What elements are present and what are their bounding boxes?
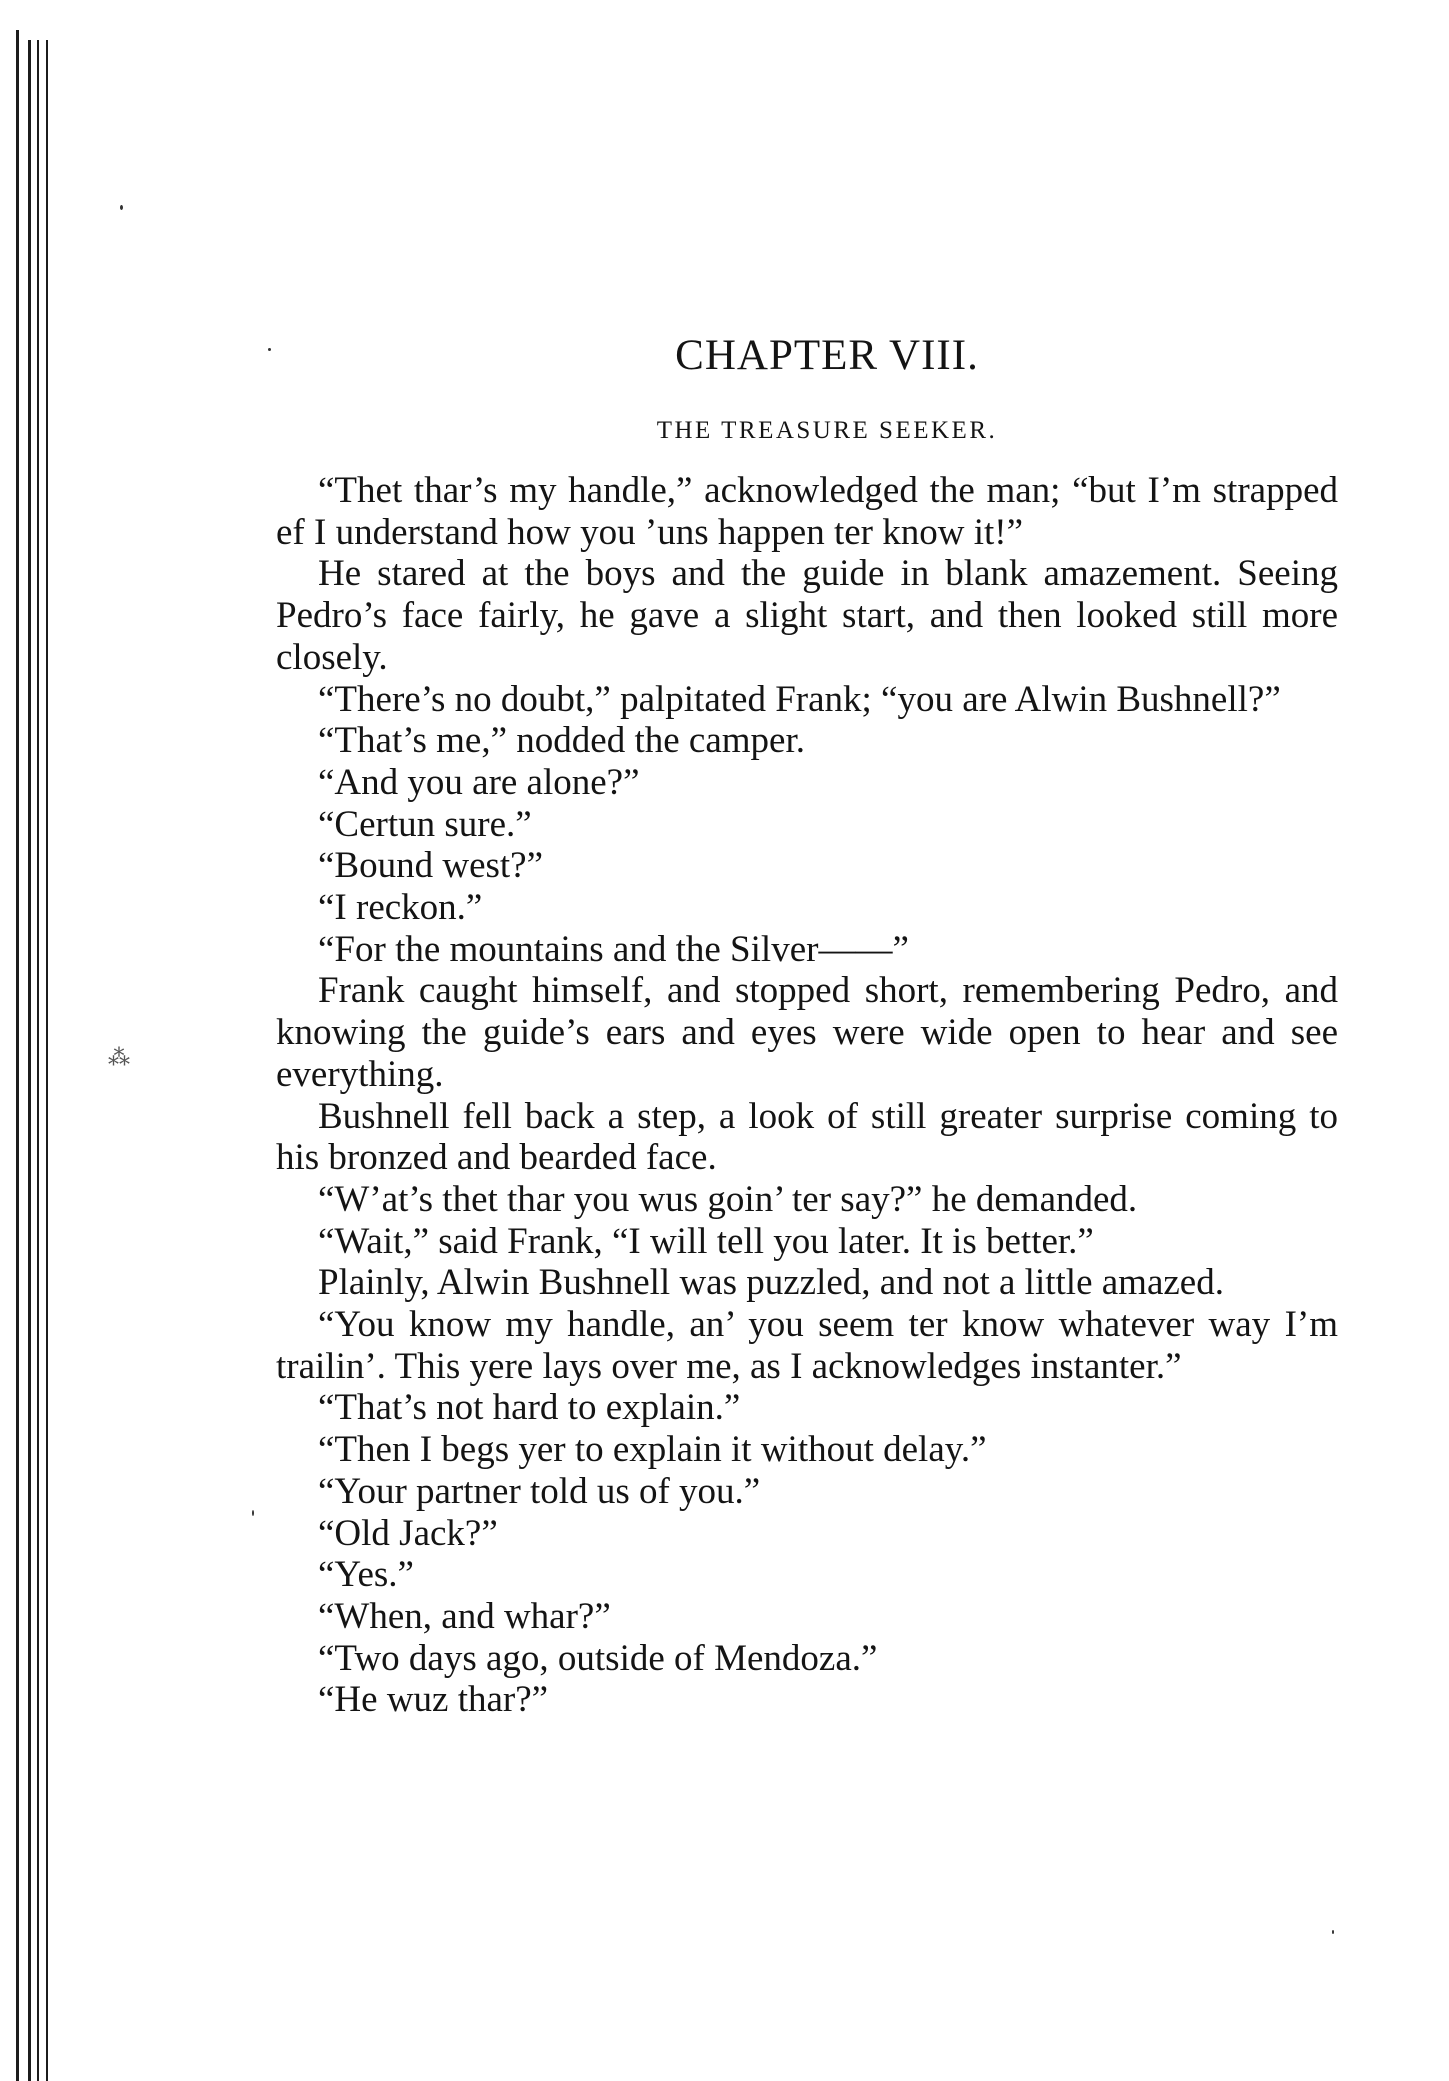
binding-edge-line xyxy=(28,40,31,2081)
paragraph: “For the mountains and the Silver——” xyxy=(318,928,909,970)
paper-speck xyxy=(1332,1930,1334,1934)
margin-mark: ⁂ xyxy=(108,1045,130,1070)
paragraph: “That’s not hard to explain.” xyxy=(318,1387,741,1429)
binding-edge-line xyxy=(16,30,19,2081)
chapter-subtitle: THE TREASURE SEEKER. xyxy=(656,417,998,444)
paragraph: “When, and whar?” xyxy=(318,1595,611,1637)
paragraph: “Bound west?” xyxy=(318,845,544,887)
paragraph: “Two days ago, outside of Mendoza.” xyxy=(318,1637,878,1679)
paragraph: Bushnell fell back a step, a look of still greater surprise coming to his bronzed and bearded face. xyxy=(276,1095,1338,1179)
paragraph: “Yes.” xyxy=(318,1554,414,1596)
chapter-title: CHAPTER VIII. xyxy=(675,332,979,379)
paper-speck xyxy=(252,1510,254,1516)
body-text xyxy=(276,470,1338,1721)
paragraph: “There’s no doubt,” palpitated Frank; “you are Alwin Bushnell?” xyxy=(318,678,1281,720)
paragraph: “He wuz thar?” xyxy=(318,1679,549,1721)
paragraph: “Your partner told us of you.” xyxy=(318,1470,761,1512)
paragraph: He stared at the boys and the guide in blank amazement. Seeing Pedro’s face fairly, he gave a slight start, and then looked still more closely. xyxy=(276,553,1338,678)
binding-edge-line xyxy=(37,40,39,2081)
paragraph: “Wait,” said Frank, “I will tell you later. It is better.” xyxy=(318,1220,1094,1262)
paragraph: “Certun sure.” xyxy=(318,803,532,845)
paragraph: “And you are alone?” xyxy=(318,761,640,803)
binding-edge-line xyxy=(46,40,48,2081)
paragraph: “I reckon.” xyxy=(318,887,483,929)
paper-speck xyxy=(120,205,123,210)
paragraph: Frank caught himself, and stopped short, remembering Pedro, and knowing the guide’s ears and eyes were wide open to hear and see everything. xyxy=(276,970,1338,1095)
paragraph: “You know my handle, an’ you seem ter know whatever way I’m trailin’. This yere lays over me, as I acknowledges instanter.” xyxy=(276,1304,1338,1387)
paper-speck xyxy=(268,348,271,351)
paragraph: “Thet thar’s my handle,” acknowledged the man; “but I’m strapped ef I understand how you ’uns happen ter know it!” xyxy=(276,470,1338,553)
paragraph: “Then I begs yer to explain it without delay.” xyxy=(318,1429,987,1471)
paragraph: “W’at’s thet thar you wus goin’ ter say?” he demanded. xyxy=(318,1178,1138,1220)
paragraph: “Old Jack?” xyxy=(318,1512,498,1554)
paragraph: Plainly, Alwin Bushnell was puzzled, and not a little amazed. xyxy=(318,1262,1224,1304)
paragraph: “That’s me,” nodded the camper. xyxy=(318,720,805,762)
